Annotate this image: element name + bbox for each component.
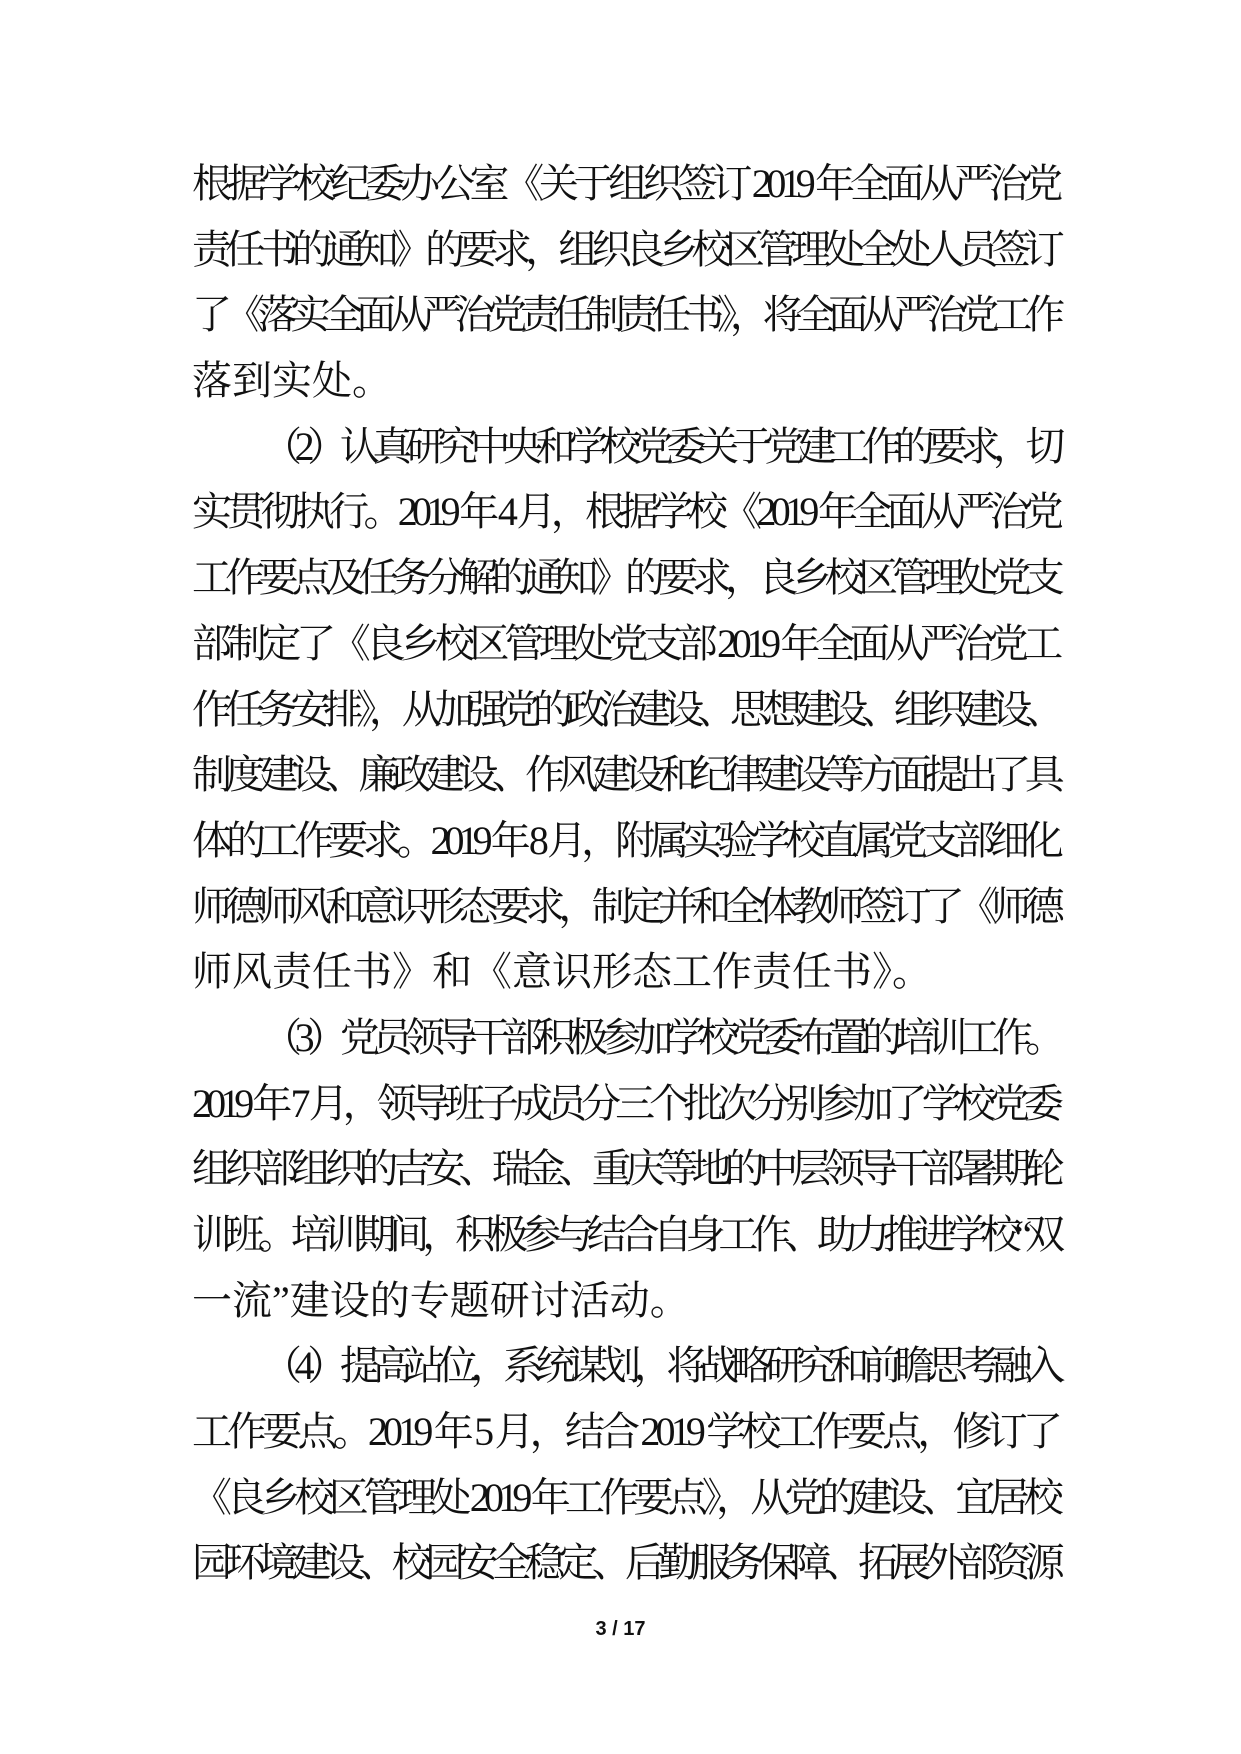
text-line: 实贯彻执行。2019 年 4 月，根据学校《2019 年全面从严治党 <box>192 489 1058 535</box>
paragraph <box>192 151 1058 414</box>
page-number: 3 / 17 <box>595 1618 646 1640</box>
text-line: （2）认真研究中央和学校党委关于党建工作的要求，切 <box>262 423 1058 469</box>
text-line: 体的工作要求。2019 年 8 月，附属实验学校直属党支部细化 <box>192 817 1058 863</box>
text-line-row <box>192 939 1058 1005</box>
text-line-row <box>192 742 1058 808</box>
text-line: 园环境建设、校园安全稳定、后勤服务保障、拓展外部资源 <box>192 1540 1058 1586</box>
text-line-row <box>192 611 1058 677</box>
text-line-row <box>192 1071 1058 1137</box>
text-line: （3）党员领导干部积极参加学校党委布置的培训工作。 <box>262 1014 1058 1060</box>
text-line-row <box>192 217 1058 283</box>
text-line-row <box>192 151 1058 217</box>
text-line-row <box>192 545 1058 611</box>
text-line-row <box>192 1333 1058 1399</box>
text-line-row <box>192 1202 1058 1268</box>
text-line-row <box>192 1530 1058 1596</box>
text-line-row <box>192 1268 1058 1334</box>
text-line-row <box>192 479 1058 545</box>
text-line-row <box>192 677 1058 743</box>
document-body <box>192 151 1058 1596</box>
text-line: （4）提高站位，系统谋划，将战略研究和前瞻思考融入 <box>262 1343 1058 1389</box>
text-line: 工作要点及任务分解的通知》的要求，良乡校区管理处党支 <box>192 555 1058 601</box>
text-line-row <box>192 348 1058 414</box>
text-line-row <box>192 874 1058 940</box>
text-line-row <box>192 1399 1058 1465</box>
text-line-row <box>192 808 1058 874</box>
text-line-row <box>192 1465 1058 1531</box>
text-line: 2019 年 7 月，领导班子成员分三个批次分别参加了学校党委 <box>192 1080 1058 1126</box>
text-line: 训班。培训期间，积极参与结合自身工作、助力推进学校“双 <box>192 1212 1058 1257</box>
text-line-row <box>192 414 1058 480</box>
text-line: 《良乡校区管理处 2019 年工作要点》，从党的建设、宜居校 <box>192 1474 1058 1520</box>
text-line: 一流”建设的专题研讨活动。 <box>192 1277 690 1323</box>
paragraph <box>192 1005 1058 1333</box>
text-line: 师风责任书》和《意识形态工作责任书》。 <box>192 949 932 995</box>
text-line-row <box>192 1136 1058 1202</box>
text-line: 部制定了《良乡校区管理处党支部 2019 年全面从严治党工 <box>192 620 1058 666</box>
paragraph <box>192 1333 1058 1596</box>
text-line: 组织部组织的吉安、瑞金、重庆等地的中层领导干部暑期轮 <box>192 1146 1058 1192</box>
text-line-row <box>192 282 1058 348</box>
text-line: 根据学校纪委办公室《关于组织签订 2019 年全面从严治党 <box>192 161 1058 206</box>
text-line: 工作要点。2019 年 5 月，结合 2019 学校工作要点，修订了 <box>192 1409 1058 1455</box>
text-line: 作任务安排》，从加强党的政治建设、思想建设、组织建设、 <box>192 686 1058 732</box>
text-line: 师德师风和意识形态要求，制定并和全体教师签订了《师德 <box>192 883 1058 929</box>
paragraph <box>192 414 1058 1005</box>
text-line: 责任书的通知》的要求，组织良乡校区管理处全处人员签订 <box>192 226 1058 272</box>
text-line-row <box>192 1005 1058 1071</box>
text-line: 落到实处。 <box>192 358 392 404</box>
text-line: 制度建设、廉政建设、作风建设和纪律建设等方面提出了具 <box>192 752 1058 798</box>
text-line: 了《落实全面从严治党责任制责任书》，将全面从严治党工作 <box>192 292 1058 338</box>
